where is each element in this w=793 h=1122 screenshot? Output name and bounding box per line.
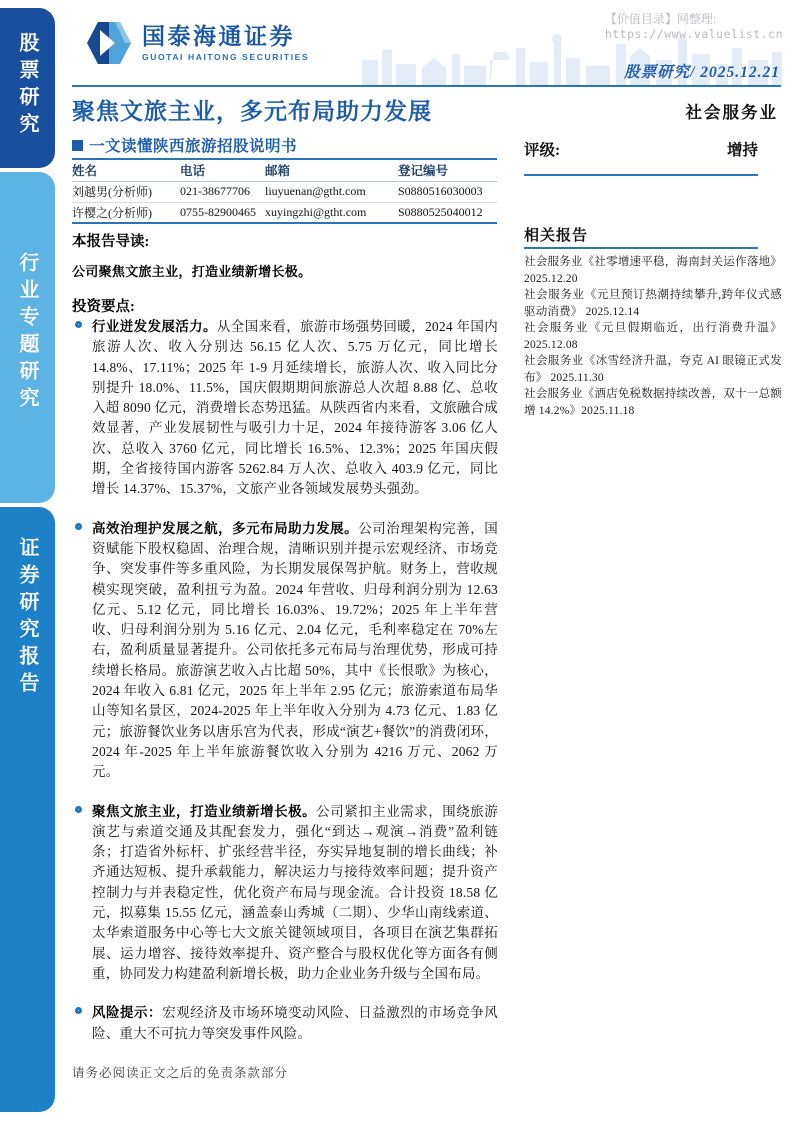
rating-divider [524,174,758,176]
col-header-tel: 电话 [180,159,265,181]
guotai-haitong-logo-icon [85,20,133,66]
guide-heading: 本报告导读: [72,234,150,250]
list-item: 社会服务业《元旦预订热潮持续攀升,跨年仪式感驱动消费》 2025.12.14 [524,289,782,318]
list-item: 社会服务业《元旦假期临近，出行消费升温》2025.12.08 [524,322,782,351]
disclaimer-footer: 请务必阅读正文之后的免责条款部分 [72,1066,289,1080]
bullet-body: 公司紧扣主业需求，围绕旅游演艺与索道交通及其配套发力，强化“到达→观演→消费”盈利链条；打造省外标杆、扩张经营半径，夯实异地复制的增长曲线；补齐通达短板、提升承载能力，解决运力与接待效率问题；提升资产控制力与并表稳定性，优化资产布局与现金流。合计投资 18.58 亿元，拟募集 15.55 亿元，涵盖泰山秀城（二期）、少华山南线索道、太华索道服务中心等七大文旅关键领域项目，各项目在演艺集群拓展、运力增容、接待效率提升、资产整合与股权优化等方面各有侧重，协同发力构建盈利新增长极，助力企业业务升级与全国布局。 [92,803,498,981]
source-watermark [605,12,783,42]
sidebar-segment-securities-report [0,507,55,1112]
sidebar-label: 股票研究 [16,32,38,140]
col-header-mail: 邮箱 [265,159,398,181]
square-bullet-icon [72,140,83,151]
ring-bullet-icon [75,1007,82,1014]
related-reports-divider [524,247,758,249]
brand-name-cn: 国泰海通证券 [142,24,295,49]
col-header-name: 姓名 [72,159,180,181]
related-reports-list [524,254,782,419]
brand-name-en: GUOTAI HAITONG SECURITIES [142,52,310,62]
analyst-row [72,202,497,223]
ring-bullet-icon [75,523,82,530]
list-item: 社会服务业《冰雪经济升温，夸克 AI 眼镜正式发布》 2025.11.30 [524,355,782,384]
ring-bullet-icon [75,806,82,813]
analyst-name: 许樱之(分析师) [72,202,180,223]
header-divider [72,85,781,87]
list-item [72,317,498,500]
report-category-date: 股票研究/ 2025.12.21 [624,64,780,81]
list-item [72,1003,498,1044]
analyst-row [72,181,497,202]
bullet-lead: 聚焦文旅主业，打造业绩新增长极。 [92,803,317,819]
industry-label: 社会服务业 [685,103,778,122]
bullet-body: 从全国来看，旅游市场强势回暖，2024 年国内旅游人次、收入分别达 56.15 亿人次、5.75 万亿元，同比增长 14.8%、17.11%；2025 年 1-9 月延续增长，旅游人次、收入同比分别提升 18.0%、11.5%，国庆假期期间旅游总人次超 8.88 亿、总收入超 8090 亿元，消费增长态势迅猛。从陕西省内来看，文旅融合成效显著，产业发展韧性与吸引力十足，2024 年接待游客 3.06 亿人次、总收入 3760 亿元，同比增长 16.5%、12.3%；2025 年国庆假期，全省接待国内游客 5262.84 万人次、总收入 403.9 亿元，同比增长 14.37%、15.37%，文旅产业各领域发展势头强劲。 [92,319,498,497]
list-item: 社会服务业《酒店免税数据持续改善，双十一总额增 14.2%》2025.11.18 [524,388,782,417]
bullet-lead: 行业迸发发展活力。 [92,319,217,334]
analyst-tel: 021-38677706 [180,181,265,202]
analyst-reg-no: S0880516030003 [398,181,497,202]
report-subtitle: 一文读懂陕西旅游招股说明书 [89,138,298,155]
sidebar-segment-industry-topic [0,172,55,503]
brand-text [142,24,309,62]
analyst-table [72,158,497,224]
analyst-name: 刘越男(分析师) [72,181,180,202]
bullet-body: 宏观经济及市场环境变动风险、日益激烈的市场竞争风险、重大不可抗力等突发事件风险。 [92,1005,498,1041]
ring-bullet-icon [75,321,82,328]
analyst-table-header-row [72,159,497,181]
list-item [72,802,498,985]
related-reports-heading: 相关报告 [524,228,589,244]
watermark-url: https://www.valuelist.cn [604,27,783,41]
guide-text: 公司聚焦文旅主业，打造业绩新增长极。 [72,264,312,279]
analyst-email: xuyingzhi@gtht.com [265,202,398,223]
analyst-reg-no: S0880525040012 [398,202,497,223]
bullet-lead: 高效治理护发展之航，多元布局助力发展。 [92,520,359,536]
analyst-tel: 0755-82900465 [180,202,265,223]
points-heading: 投资要点: [72,299,135,315]
analyst-email: liuyuenan@gtht.com [265,181,398,202]
sidebar-label: 证券研究报告 [16,537,38,699]
investment-points-list [72,317,498,1063]
report-subtitle-row [72,134,297,156]
rating-row [524,138,758,160]
sidebar-segment-stock-research [0,8,55,168]
watermark-line1: 【价值目录】网整理: [604,12,717,26]
rating-label: 评级: [524,142,561,159]
list-item: 社会服务业《社零增速平稳，海南封关运作落地》 2025.12.20 [524,256,782,285]
rating-value: 增持 [726,142,758,159]
bullet-lead: 风险提示： [92,1005,163,1021]
list-item [72,519,498,783]
report-title: 聚焦文旅主业，多元布局助力发展 [72,99,432,124]
col-header-reg: 登记编号 [398,159,497,181]
sidebar-label: 行业专题研究 [16,252,38,414]
brand-logo-block [85,20,309,66]
bullet-body: 公司治理架构完善，国资赋能下股权稳固、治理合规，清晰识别并提示宏观经济、市场竞争、突发事件等多重风险，为长期发展保驾护航。财务上，营收规模实现突破，盈利扭亏为盈。2024 年营收、归母利润分别为 12.63 亿元、5.12 亿元，同比增长 16.03%、19.72%；2025 年上半年营收、归母利润分别为 5.16 亿元、2.04 亿元，毛利率稳定在 70%左右，盈利质量显著提升。公司依托多元布局与治理优势，形成可持续增长格局。旅游演艺收入占比超 50%，其中《长恨歌》为核心，2024 年收入 6.81 亿元，2025 年上半年 2.95 亿元；旅游索道布局华山等知名景区，2024-2025 年上半年收入分别为 4.73 亿元、1.83 亿元；旅游餐饮业务以唐乐宫为代表，形成“演艺+餐饮”的消费闭环，2024 年-2025 年上半年旅游餐饮收入分别为 4216 万元、2062 万元。 [92,520,498,780]
